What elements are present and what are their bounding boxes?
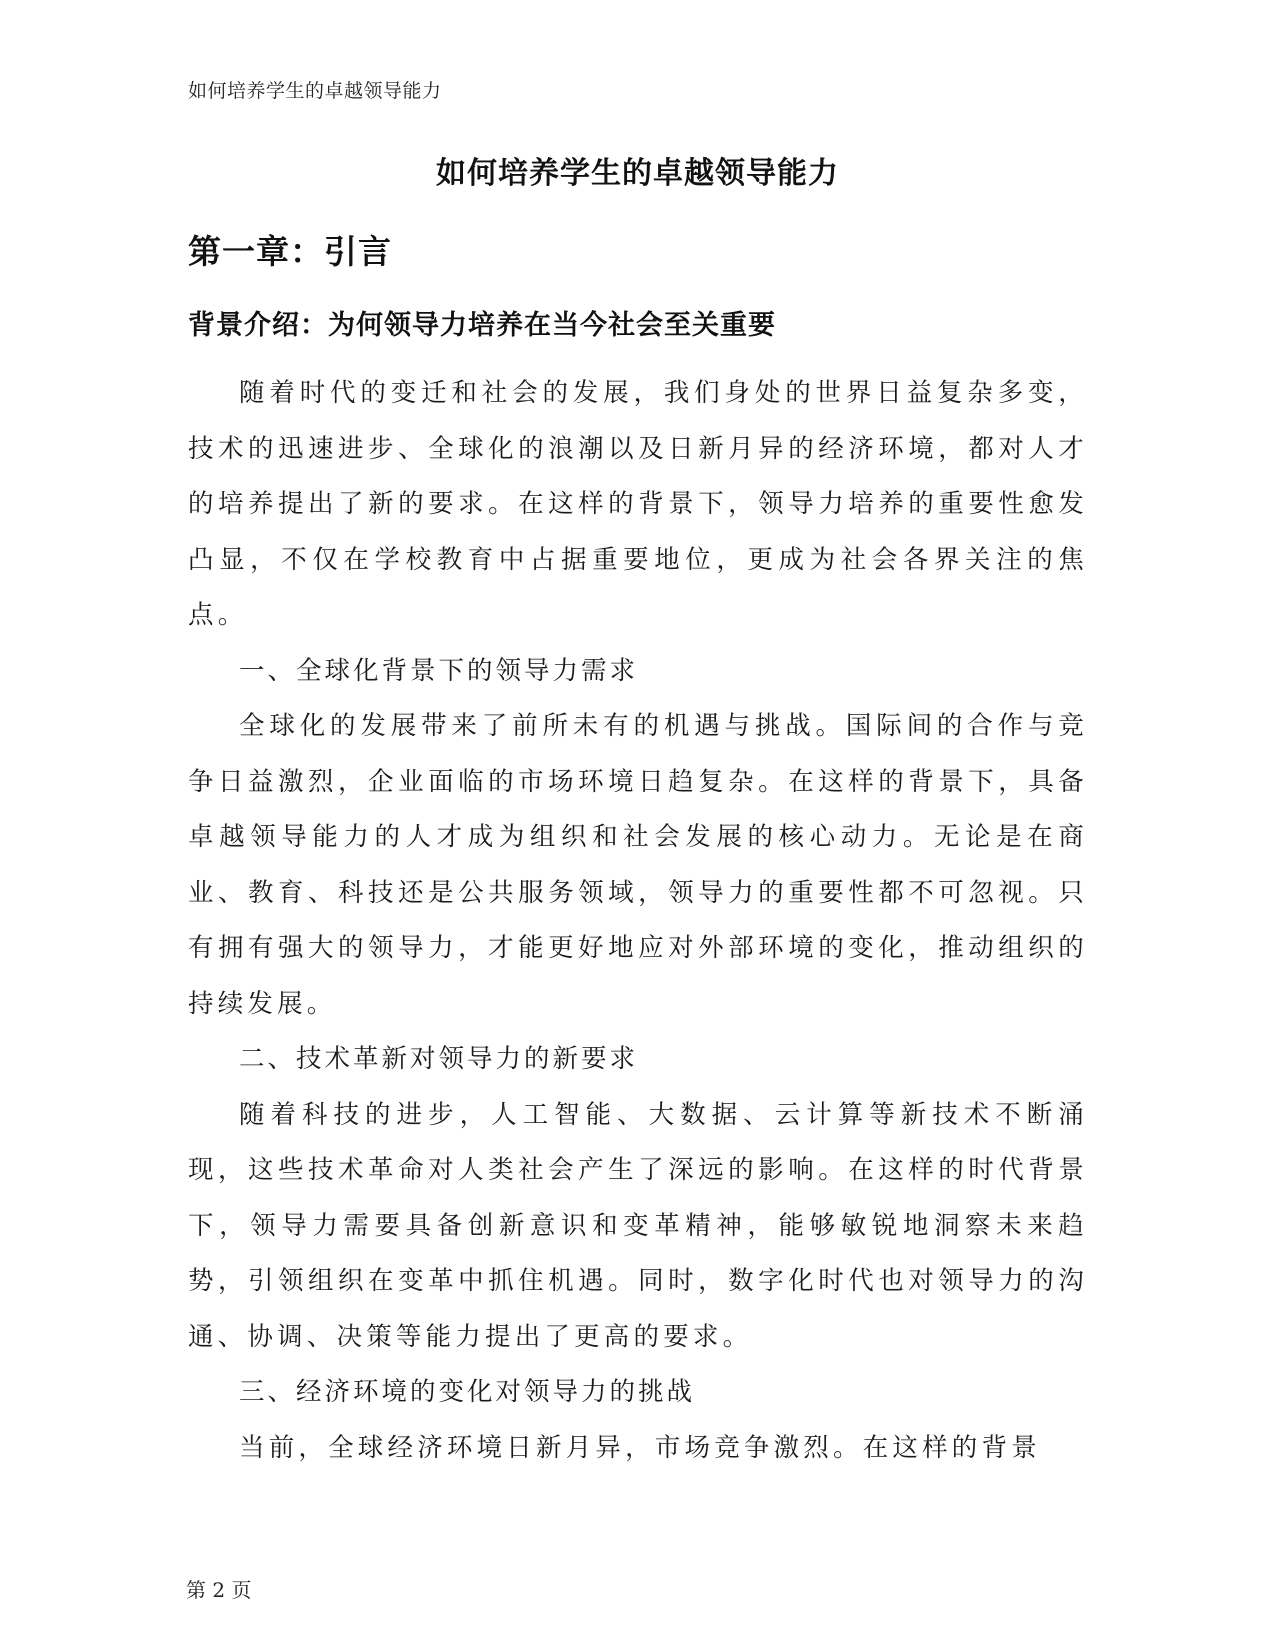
paragraph: 当前，全球经济环境日新月异，市场竞争激烈。在这样的背景: [239, 1432, 1041, 1463]
subsection-heading: 二、技术革新对领导力的新要求: [239, 1044, 639, 1074]
running-header: 如何培养学生的卓越领导能力: [188, 80, 442, 102]
subsection-heading: 一、全球化背景下的领导力需求: [239, 655, 639, 686]
section-title: 背景介绍：为何领导力培养在当今社会至关重要: [188, 310, 776, 341]
chapter-title: 第一章：引言: [188, 232, 392, 271]
paragraph: 随着科技的进步，人工智能、大数据、云计算等新技术不断涌现，这些技术革命对人类社会产生了深远的影响。在这样的时代背景下，领导力需要具备创新意识和变革精神，能够敏锐地洞察未来趋势，引领组织在变革中抓住机遇。同时，数字化时代也对领导力的沟通、协调、决策等能力提出了更高的要求。: [188, 1099, 1088, 1352]
paragraph: 随着时代的变迁和社会的发展，我们身处的世界日益复杂多变，技术的迅速进步、全球化的浪潮以及日新月异的经济环境，都对人才的培养提出了新的要求。在这样的背景下，领导力培养的重要性愈发凸显，不仅在学校教育中占据重要地位，更成为社会各界关注的焦点。: [188, 378, 1088, 630]
body-text: [188, 366, 1088, 1476]
page-number: 第 2 页: [186, 1578, 252, 1602]
paragraph: 全球化的发展带来了前所未有的机遇与挑战。国际间的合作与竞争日益激烈，企业面临的市场环境日趋复杂。在这样的背景下，具备卓越领导能力的人才成为组织和社会发展的核心动力。无论是在商业、教育、科技还是公共服务领域，领导力的重要性都不可忽视。只有拥有强大的领导力，才能更好地应对外部环境的变化，推动组织的持续发展。: [188, 711, 1088, 1019]
subsection-heading: 三、经济环境的变化对领导力的挑战: [239, 1377, 696, 1407]
document-title: 如何培养学生的卓越领导能力: [436, 156, 839, 191]
